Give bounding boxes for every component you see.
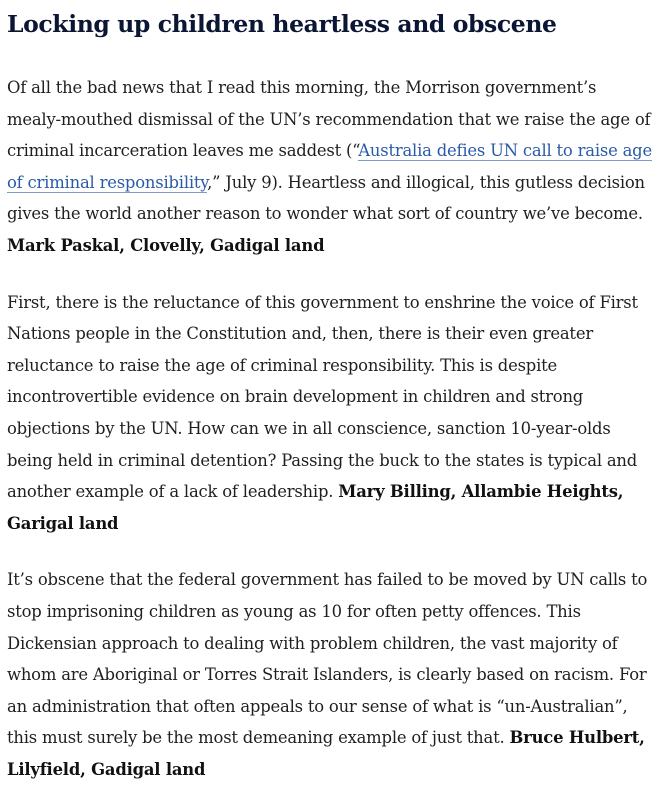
letter-3-author: Bruce Hulbert, Lilyfield, Gadigal land (7, 728, 645, 779)
letter-2-author: Mary Billing, Allambie Heights, Garigal land (7, 482, 624, 533)
letter-2 (7, 287, 652, 540)
letter-1-author: Mark Paskal, Clovelly, Gadigal land (7, 235, 325, 255)
letter-3-text: It’s obscene that the federal government has failed to be moved by UN calls to stop imprisoning children as young as 10 for often petty offences. This Dickensian approach to dealing with problem children, the vast majority of whom are Aboriginal or Torres Strait Islanders, is clearly based on racism. For an administration that often appeals to our sense of what is “un-Australian”, this must surely be the most demeaning example of just that. (7, 570, 648, 748)
letter-2-text: First, there is the reluctance of this government to enshrine the voice of First Nations people in the Constitution and, then, there is their even greater reluctance to raise the age of criminal responsibility. This is despite incontrovertible evidence on brain development in children and strong objections by the UN. How can we in all conscience, sanction 10-year-olds being held in criminal detention? Passing the buck to the states is typical and another example of a lack of leadership. (7, 292, 638, 502)
letter-3 (7, 564, 652, 785)
article (7, 0, 652, 785)
article-link[interactable]: Australia defies UN call to raise age of criminal responsibility (7, 141, 652, 192)
letter-1-text-after-link: ,” July 9). Heartless and illogical, this gutless decision gives the world another reason to wonder what sort of country we’ve become. (7, 172, 645, 224)
letter-1-text-before-link: Of all the bad news that I read this morning, the Morrison government’s mealy-mouthed dismissal of the UN’s recommendation that we raise the age of criminal incarceration leaves me saddest (“ (7, 78, 651, 161)
article-headline: Locking up children heartless and obscene (7, 10, 557, 38)
letter-1 (7, 72, 652, 262)
